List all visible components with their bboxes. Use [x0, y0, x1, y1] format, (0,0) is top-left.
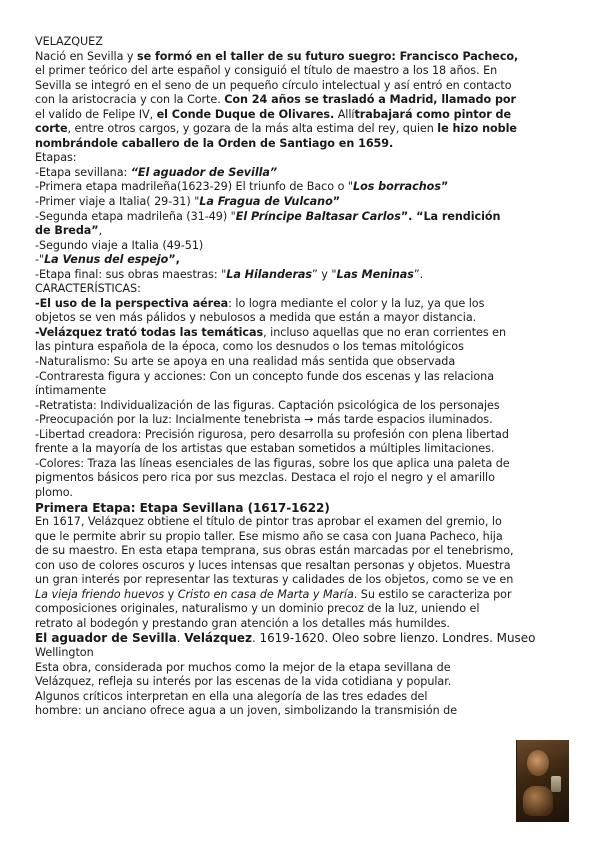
bold-run: ”: [332, 195, 341, 209]
text-line: -Libertad creadora: Precisión rigurosa, pero desarrolla su profesión con plena libertad: [35, 427, 509, 441]
artwork-title: “El aguador de Sevilla”: [130, 165, 278, 179]
aguador-section: [35, 631, 567, 718]
text-line: pigmentos básicos pero rica por sus mezclas. Destaca el rojo el negro y el amarillo: [35, 471, 495, 485]
etapas-list: [35, 151, 567, 282]
text-line: -Colores: Traza las líneas esenciales de las figuras, sobre los que aplica una paleta de: [35, 456, 510, 470]
text-run: -Etapa final: sus obras maestras: ": [35, 267, 227, 281]
document-page: [35, 35, 567, 719]
artwork-title: Los borrachos: [352, 180, 441, 194]
pitcher-shape: [523, 786, 553, 816]
bold-run: nombrándole caballero de la Orden de Santiago en 1659.: [35, 136, 394, 150]
text-line: -Naturalismo: Su arte se apoya en una realidad más sentida que observada: [35, 355, 456, 369]
text-line: de su maestro. En esta etapa temprana, sus obras están marcadas por el tenebrismo,: [35, 544, 514, 558]
caracteristicas-label: CARACTERÍSTICAS:: [35, 282, 141, 296]
text-line: un gran interés por representar las texturas y calidades de los objetos, como se ve en: [35, 573, 514, 587]
text-line: hombre: un anciano ofrece agua a un joven, simbolizando la transmisión de: [35, 704, 458, 718]
text-line: Wellington: [35, 645, 94, 659]
text-run: Allí: [334, 107, 355, 121]
artwork-title: La Hilanderas: [226, 267, 313, 281]
text-line: que le permite abrir su propio taller. Ese mismo año se casa con Juana Pacheco, hija: [35, 529, 503, 543]
artwork-title: La Venus del espejo: [44, 253, 169, 267]
bold-run: -El uso de la perspectiva aérea: [35, 296, 229, 310]
bold-run: corte: [35, 122, 68, 136]
artwork-title: Cristo en casa de Marta y María: [177, 587, 354, 601]
text-run: -Segunda etapa madrileña (31-49) ": [35, 209, 236, 223]
text-line: -Segundo viaje a Italia (49-51): [35, 238, 204, 252]
text-run: .: [176, 631, 185, 646]
text-line: plomo.: [35, 485, 73, 499]
text-line: íntimamente: [35, 384, 107, 398]
intro-paragraph: [35, 50, 567, 152]
text-run: . 1619-1620. Oleo sobre lienzo. Londres. Museo: [251, 631, 536, 646]
artwork-title: La vieja friendo huevos: [35, 587, 165, 601]
etapas-label: Etapas:: [35, 151, 77, 165]
text-line: Esta obra, considerada por muchos como la mejor de la etapa sevillana de: [35, 660, 451, 674]
text-run: -": [35, 253, 45, 267]
text-run: ,: [98, 224, 103, 238]
text-run: , incluso aquellas que no eran corrientes en: [263, 325, 507, 339]
artwork-title: Las Meninas: [336, 267, 414, 281]
text-run: el valido de Felipe IV,: [35, 107, 157, 121]
text-line: objetos se ven más pálidos y nebulosos a medida que están a mayor distancia.: [35, 311, 477, 325]
artist-name: Velázquez: [184, 631, 252, 646]
text-run: -Etapa sevillana:: [35, 165, 131, 179]
text-run: y: [164, 587, 178, 601]
text-run: , entre otros cargos, y gozara de la más alta estima del rey, quien: [67, 122, 438, 136]
bold-run: -Velázquez trató todas las temáticas: [35, 325, 264, 339]
text-line: el primer teórico del arte español y consiguió el título de maestro a los 18 años. En: [35, 64, 498, 78]
bold-run: ”: [440, 180, 449, 194]
bold-run: Con 24 años se trasladó a Madrid, llamado por: [224, 93, 517, 107]
text-run: ”.: [413, 267, 424, 281]
section-title: Primera Etapa: Etapa Sevillana (1617-1622): [35, 500, 330, 515]
primera-etapa-section: [35, 501, 567, 632]
text-run: -Primer viaje a Italia( 29-31) ": [35, 195, 200, 209]
text-line: En 1617, Velázquez obtiene el título de pintor tras aprobar el examen del gremio, lo: [35, 515, 502, 529]
bold-run: ”. “La rendición: [400, 209, 501, 223]
text-run: : lo logra mediante el color y la luz, ya que los: [228, 296, 485, 310]
text-run: . Su estilo se caracteriza por: [353, 587, 512, 601]
doc-heading: VELAZQUEZ: [35, 35, 103, 48]
text-line: las pintura española de la época, como los desnudos o los temas mitológicos: [35, 340, 464, 354]
text-line: frente a la mayoría de los artistas que estaban sometidos a múltiples limitaciones.: [35, 442, 495, 456]
text-run: -Primera etapa madrileña(1623-29) El triunfo de Baco o ": [35, 180, 353, 194]
text-line: composiciones originales, naturalismo y un dominio precoz de la luz, uniendo el: [35, 602, 480, 616]
artwork-heading: El aguador de Sevilla: [35, 631, 177, 646]
bold-run: de Breda”: [35, 224, 99, 238]
text-line: retrato al bodegón y prestando gran atención a los detalles más humildes.: [35, 616, 450, 630]
text-line: -Retratista: Individualización de las figuras. Captación psicológica de los personajes: [35, 398, 500, 412]
text-run: Nació en Sevilla y: [35, 49, 137, 63]
bold-run: trabajará como pintor de: [354, 107, 512, 121]
glass-shape: [551, 776, 561, 792]
text-line: Sevilla se integró en el seno de un pequeño círculo intelectual y así entró en contacto: [35, 78, 512, 92]
painting-thumbnail-icon: [516, 740, 569, 822]
text-run: ” y ": [312, 267, 337, 281]
artwork-title: El Príncipe Baltasar Carlos: [235, 209, 401, 223]
text-line: -Contraresta figura y acciones: Con un concepto funde dos escenas y las relaciona: [35, 369, 494, 383]
text-run: con la aristocracia y con la Corte.: [35, 93, 225, 107]
text-line: -Preocupación por la luz: Incialmente tenebrista → más tarde espacios iluminados.: [35, 413, 493, 427]
bold-run: le hizo noble: [437, 122, 517, 136]
bold-run: se formó en el taller de su futuro suegro: Francisco Pacheco,: [136, 49, 519, 63]
artwork-title: La Fragua de Vulcano: [199, 195, 333, 209]
text-line: Velázquez, refleja su interés por las escenas de la vida cotidiana y popular.: [35, 675, 452, 689]
bold-run: ”,: [168, 253, 180, 267]
face-shape: [527, 750, 549, 776]
bold-run: el Conde Duque de Olivares.: [156, 107, 335, 121]
text-line: con uso de colores oscuros y luces intensas que resaltan personas y objetos. Muestra: [35, 558, 511, 572]
caracteristicas-list: [35, 282, 567, 500]
text-line: Algunos críticos interpretan en ella una alegoría de las tres edades del: [35, 689, 428, 703]
